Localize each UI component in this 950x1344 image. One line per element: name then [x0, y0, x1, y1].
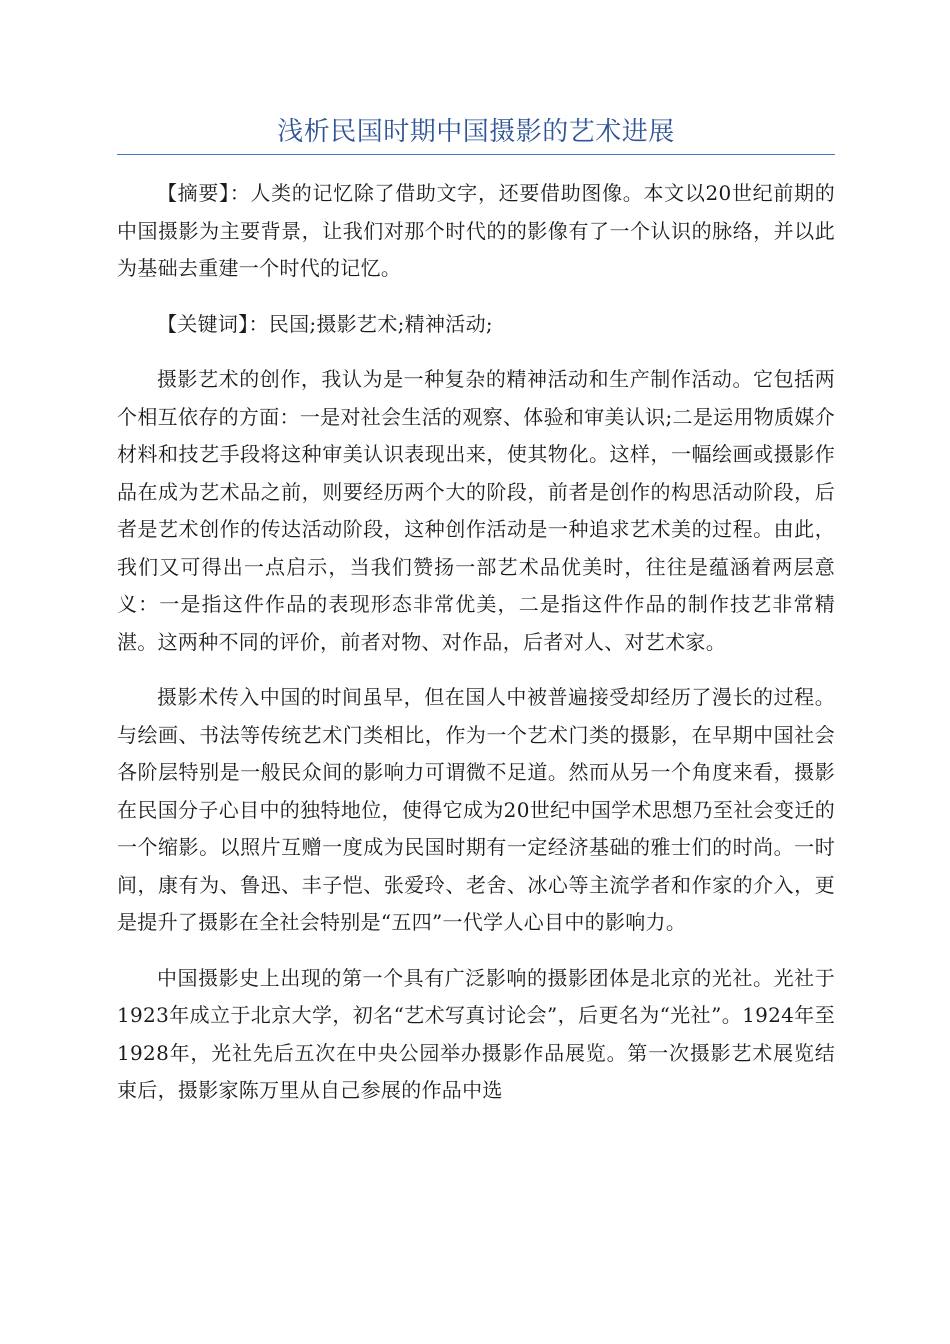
title-underline: [117, 154, 835, 155]
keywords-paragraph: [117, 306, 835, 344]
abstract-text: ：人类的记忆除了借助文字，还要借助图像。本文以20世纪前期的中国摄影为主要背景，让我们对那个时代的的影像有了一个认识的脉络，并以此为基础去重建一个时代的记忆。: [117, 181, 835, 280]
body-paragraph-1: 摄影艺术的创作，我认为是一种复杂的精神活动和生产制作活动。它包括两个相互依存的方面：一是对社会生活的观察、体验和审美认识;二是运用物质媒介材料和技艺手段将这种审美认识表现出来，使其物化。这样，一幅绘画或摄影作品在成为艺术品之前，则要经历两个大的阶段，前者是创作的构思活动阶段，后者是艺术创作的传达活动阶段，这种创作活动是一种追求艺术美的过程。由此，我们又可得出一点启示，当我们赞扬一部艺术品优美时，往往是蕴涵着两层意义：一是指这件作品的表现形态非常优美，二是指这件作品的制作技艺非常精湛。这两种不同的评价，前者对物、对作品，后者对人、对艺术家。: [117, 367, 835, 654]
document-page: [117, 112, 835, 1128]
document-title: 浅析民国时期中国摄影的艺术进展: [277, 117, 675, 147]
abstract-label: 【摘要】: [157, 181, 230, 205]
keywords-text: ：民国;摄影艺术;精神活动;: [248, 311, 493, 336]
body-paragraph-3: 中国摄影史上出现的第一个具有广泛影响的摄影团体是北京的光社。光社于1923年成立于北京大学，初名“艺术写真讨论会”，后更名为“光社”。1924年至1928年，光社先后五次在中央公园举办摄影作品展览。第一次摄影艺术展览结束后，摄影家陈万里从自己参展的作品中选: [117, 965, 835, 1102]
body-paragraph-2: 摄影术传入中国的时间虽早，但在国人中被普遍接受却经历了漫长的过程。与绘画、书法等传统艺术门类相比，作为一个艺术门类的摄影，在早期中国社会各阶层特别是一般民众间的影响力可谓微不足道。然而从另一个角度来看，摄影在民国分子心目中的独特地位，使得它成为20世纪中国学术思想乃至社会变迁的一个缩影。以照片互赠一度成为民国时期有一定经济基础的雅士们的时尚。一时间，康有为、鲁迅、丰子恺、张爱玲、老舍、冰心等主流学者和作家的介入，更是提升了摄影在全社会特别是“五四”一代学人心目中的影响力。: [117, 685, 835, 934]
keywords-label: 【关键词】: [157, 311, 249, 336]
abstract-paragraph: [117, 175, 835, 288]
